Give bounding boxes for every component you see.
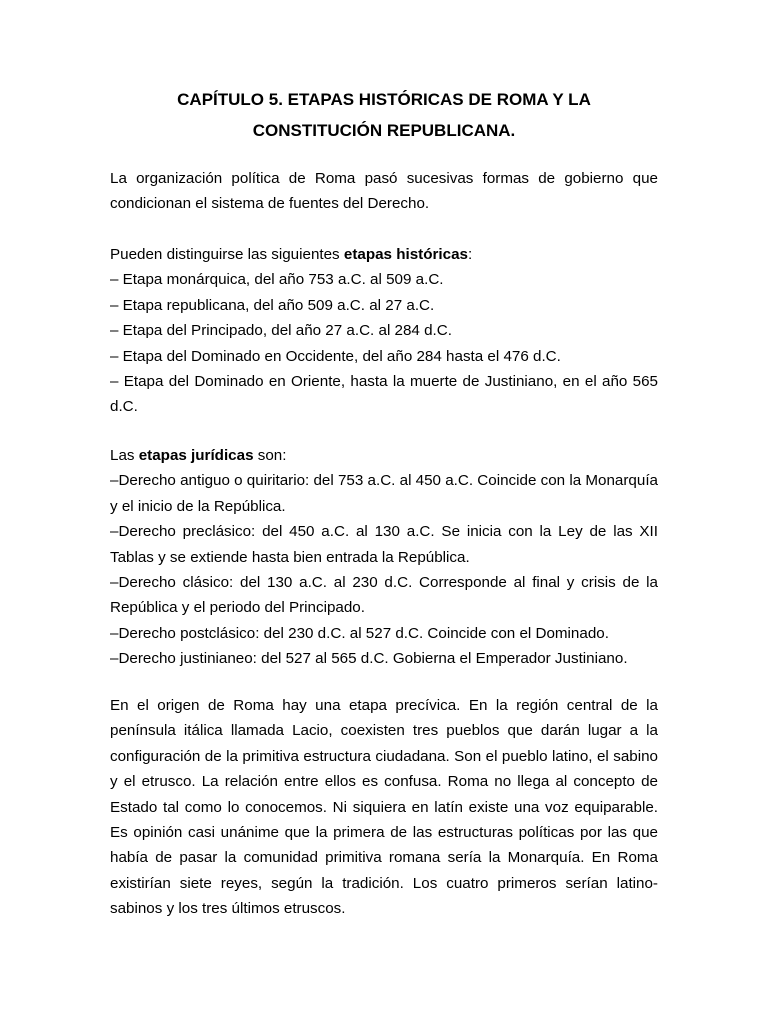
intro-line-2: condicionan el sistema de fuentes del Derecho. <box>110 195 430 213</box>
historical-stage-item: – Etapa monárquica, del año 753 a.C. al 509 a.C. <box>110 271 444 289</box>
origin-last-line: sabinos y los tres últimos etruscos. <box>110 900 346 918</box>
chapter-title-line-1: CAPÍTULO 5. ETAPAS HISTÓRICAS DE ROMA Y LA <box>177 90 591 109</box>
origin-line: y el etrusco. La relación entre ellos es confusa. Roma no llega al concepto de <box>110 773 658 791</box>
origin-line: En el origen de Roma hay una etapa precívica. En la región central de la <box>110 697 658 714</box>
origin-line: Es opinión casi unánime que la primera de las estructuras políticas por las que <box>110 824 658 842</box>
legal-stage-item-4: –Derecho postclásico: del 230 d.C. al 527 d.C. Coincide con el Dominado. <box>110 624 609 642</box>
origin-paragraph <box>110 693 658 922</box>
chapter-title <box>100 84 668 146</box>
legal-stage-item-5: –Derecho justinianeo: del 527 al 565 d.C. Gobierna el Emperador Justiniano. <box>110 650 628 668</box>
historical-stages-lead-bold: etapas históricas <box>343 246 468 263</box>
origin-line: había de pasar la comunidad primitiva romana sería la Monarquía. En Roma <box>110 849 658 867</box>
intro-paragraph <box>110 166 658 217</box>
historical-stages-lead-colon: : <box>467 246 473 263</box>
origin-line: configuración de la primitiva estructura ciudadana. Son el pueblo latino, el sabino <box>110 747 658 765</box>
historical-stage-item-last-line-2: d.C. <box>110 398 138 416</box>
historical-stage-item: – Etapa del Principado, del año 27 a.C. al 284 d.C. <box>110 322 452 340</box>
historical-stages-lead <box>110 242 658 267</box>
historical-stages-lead-text: Pueden distinguirse las siguientes <box>110 246 344 263</box>
legal-stage-item-2-line-1: –Derecho preclásico: del 450 a.C. al 130 a.C. Se inicia con la Ley de las XII <box>110 523 658 541</box>
legal-stage-item-3-line-1: –Derecho clásico: del 130 a.C. al 230 d.C. Corresponde al final y crisis de la <box>110 574 658 592</box>
chapter-title-line-2: CONSTITUCIÓN REPUBLICANA. <box>252 121 516 140</box>
legal-stages-section <box>110 443 658 672</box>
legal-stage-item-3-line-2: República y el periodo del Principado. <box>110 599 365 617</box>
legal-stages-lead-suffix: son: <box>253 447 287 464</box>
historical-stage-item: – Etapa del Dominado en Occidente, del año 284 hasta el 476 d.C. <box>110 347 561 365</box>
intro-line-1: La organización política de Roma pasó sucesivas formas de gobierno que <box>110 170 658 187</box>
legal-stage-item-2-line-2: Tablas y se extiende hasta bien entrada la República. <box>110 548 470 566</box>
origin-line: península itálica llamada Lacio, coexisten tres pueblos que darán lugar a la <box>110 722 658 740</box>
legal-stage-item-1-line-2: y el inicio de la República. <box>110 497 286 515</box>
origin-line: existirían siete reyes, según la tradición. Los cuatro primeros serían latino- <box>110 874 658 892</box>
origin-line: Estado tal como lo conocemos. Ni siquiera en latín existe una voz equiparable. <box>110 798 658 816</box>
legal-stages-lead-bold: etapas jurídicas <box>138 447 254 464</box>
legal-stages-lead <box>110 443 658 468</box>
historical-stage-item: – Etapa republicana, del año 509 a.C. al 27 a.C. <box>110 296 435 314</box>
historical-stage-item-last-line-1: – Etapa del Dominado en Oriente, hasta la muerte de Justiniano, en el año 565 <box>110 373 658 391</box>
legal-stage-item-1-line-1: –Derecho antiguo o quiritario: del 753 a.C. al 450 a.C. Coincide con la Monarquía <box>110 472 658 490</box>
legal-stages-lead-text: Las <box>110 447 139 464</box>
historical-stages-section <box>110 242 658 420</box>
